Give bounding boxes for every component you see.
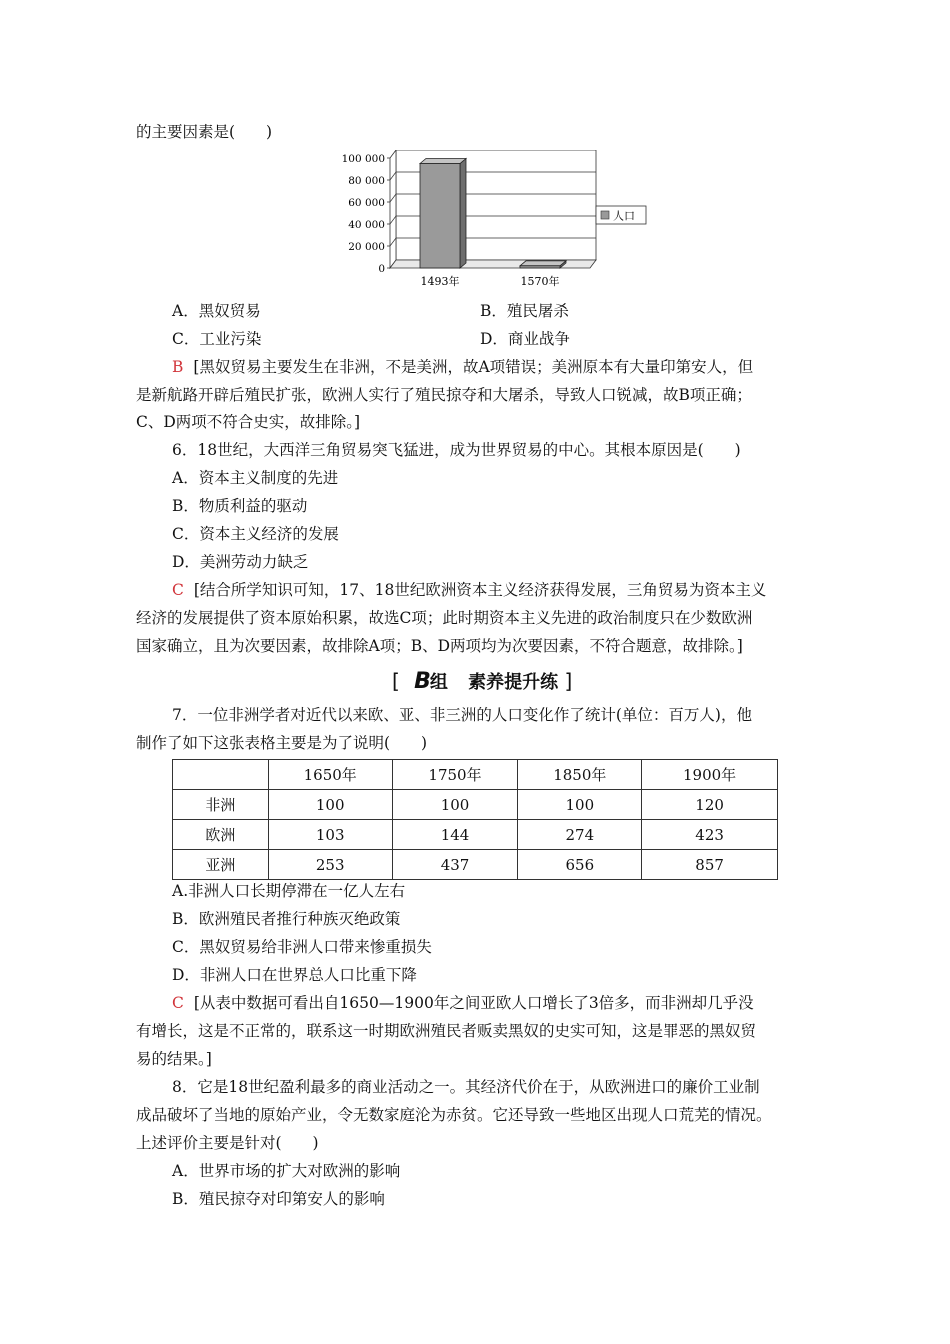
q5-option-a: A．黑奴贸易 — [172, 302, 261, 320]
q5-option-b: B．殖民屠杀 — [480, 302, 569, 320]
plot-left-wall — [390, 150, 396, 268]
legend-swatch — [601, 211, 609, 219]
q6-explanation-3: 国家确立，且为次要因素，故排除A项；B、D两项均为次要因素，不符合题意，故排除。] — [136, 637, 743, 655]
q7-option-c: C．黑奴贸易给非洲人口带来惨重损失 — [172, 938, 432, 956]
y-tick-label: 60 000 — [348, 197, 385, 209]
q5-explanation-3: C、D两项不符合史实，故排除。] — [136, 413, 361, 431]
table-cell: 100 — [392, 790, 518, 820]
x-tick-label: 1493年 — [420, 275, 460, 288]
y-tick-label: 80 000 — [348, 175, 385, 187]
q8-option-a: A．世界市场的扩大对欧洲的影响 — [172, 1162, 401, 1180]
table-cell: 857 — [642, 850, 778, 880]
bar-top — [420, 159, 466, 164]
table-header-cell: 1850年 — [518, 760, 642, 790]
q7-stem-1: 7．一位非洲学者对近代以来欧、亚、非三洲的人口变化作了统计(单位：百万人)，他 — [172, 706, 752, 724]
q8-stem-1: 8．它是18世纪盈利最多的商业活动之一。其经济代价在于，从欧洲进口的廉价工业制 — [172, 1078, 760, 1096]
q6-option-b: B．物质利益的驱动 — [172, 497, 308, 515]
table-cell: 100 — [268, 790, 392, 820]
table-header-cell: 1900年 — [642, 760, 778, 790]
bar — [420, 159, 466, 269]
q6-option-a: A．资本主义制度的先进 — [172, 469, 339, 487]
bar-front — [420, 164, 460, 269]
table-cell: 423 — [642, 820, 778, 850]
y-tick-labels — [342, 153, 385, 275]
table-cell: 274 — [518, 820, 642, 850]
q5-option-c: C．工业污染 — [172, 330, 262, 348]
table-cell: 144 — [392, 820, 518, 850]
q7-stem-2: 制作了如下这张表格主要是为了说明( ) — [136, 734, 428, 752]
bar — [520, 261, 566, 268]
q7-option-d: D．非洲人口在世界总人口比重下降 — [172, 966, 417, 984]
section-heading: [ B组 素养提升练 ] — [392, 669, 573, 694]
table-cell: 亚洲 — [173, 850, 269, 880]
q7-option-b: B．欧洲殖民者推行种族灭绝政策 — [172, 910, 401, 928]
q8-option-b: B．殖民掠夺对印第安人的影响 — [172, 1190, 385, 1208]
q7-explanation-3: 易的结果。] — [136, 1050, 212, 1068]
table-cell: 非洲 — [173, 790, 269, 820]
q6-explanation-1: C [结合所学知识可知，17、18世纪欧洲资本主义经济获得发展，三角贸易为资本主义 — [172, 581, 767, 599]
bar-top — [520, 261, 566, 266]
q5-stem-tail: 的主要因素是( ) — [136, 123, 273, 141]
legend — [596, 206, 646, 224]
table-cell: 656 — [518, 850, 642, 880]
y-tick-label: 40 000 — [348, 219, 385, 231]
table-cell: 437 — [392, 850, 518, 880]
q8-stem-3: 上述评价主要是针对( ) — [136, 1134, 319, 1152]
q7-explanation-2: 有增长，这是不正常的，联系这一时期欧洲殖民者贩卖黑奴的史实可知，这是罪恶的黑奴贸 — [136, 1022, 757, 1040]
y-tick-label: 20 000 — [348, 241, 385, 253]
table-row — [173, 790, 778, 820]
y-tick-label: 100 000 — [341, 153, 385, 165]
table-cell: 100 — [518, 790, 642, 820]
x-tick-label: 1570年 — [520, 275, 560, 288]
q7-answer: C — [172, 994, 184, 1012]
population-table — [172, 759, 778, 880]
q6-option-c: C．资本主义经济的发展 — [172, 525, 339, 543]
x-tick-labels — [421, 274, 560, 288]
q8-stem-2: 成品破坏了当地的原始产业，令无数家庭沦为赤贫。它还导致一些地区出现人口荒芜的情况。 — [136, 1106, 772, 1124]
table-header-row — [173, 760, 778, 790]
q5-explanation-2: 是新航路开辟后殖民扩张，欧洲人实行了殖民掠夺和大屠杀，导致人口锐减，故B项正确； — [136, 386, 752, 404]
q6-explanation-2: 经济的发展提供了资本原始积累，故选C项；此时期资本主义先进的政治制度只在少数欧洲 — [136, 609, 753, 627]
bar-side — [460, 159, 466, 269]
table-header-cell — [173, 760, 269, 790]
y-tick-label: 0 — [378, 263, 385, 275]
q7-explanation-1: C [从表中数据可看出自1650—1900年之间亚欧人口增长了3倍多，而非洲却几乎没 — [172, 994, 754, 1012]
table-header-cell: 1650年 — [268, 760, 392, 790]
table-row — [173, 850, 778, 880]
bar-front — [520, 266, 560, 268]
table-cell: 103 — [268, 820, 392, 850]
population-bar-chart — [338, 150, 658, 300]
table-cell: 253 — [268, 850, 392, 880]
q6-option-d: D．美洲劳动力缺乏 — [172, 553, 309, 571]
table-cell: 120 — [642, 790, 778, 820]
q6-stem: 6．18世纪，大西洋三角贸易突飞猛进，成为世界贸易的中心。其根本原因是( ) — [172, 441, 741, 459]
q5-option-d: D．商业战争 — [480, 330, 570, 348]
table-header-cell: 1750年 — [392, 760, 518, 790]
q7-option-a: A.非洲人口长期停滞在一亿人左右 — [172, 882, 406, 900]
table-cell: 欧洲 — [173, 820, 269, 850]
q5-explanation-1: B [黑奴贸易主要发生在非洲，不是美洲，故A项错误；美洲原本有大量印第安人，但 — [172, 358, 754, 376]
chart-grid — [387, 150, 596, 268]
q6-answer: C — [172, 581, 184, 599]
legend-label: 人口 — [613, 209, 635, 223]
q5-answer: B — [172, 358, 184, 376]
table-row — [173, 820, 778, 850]
